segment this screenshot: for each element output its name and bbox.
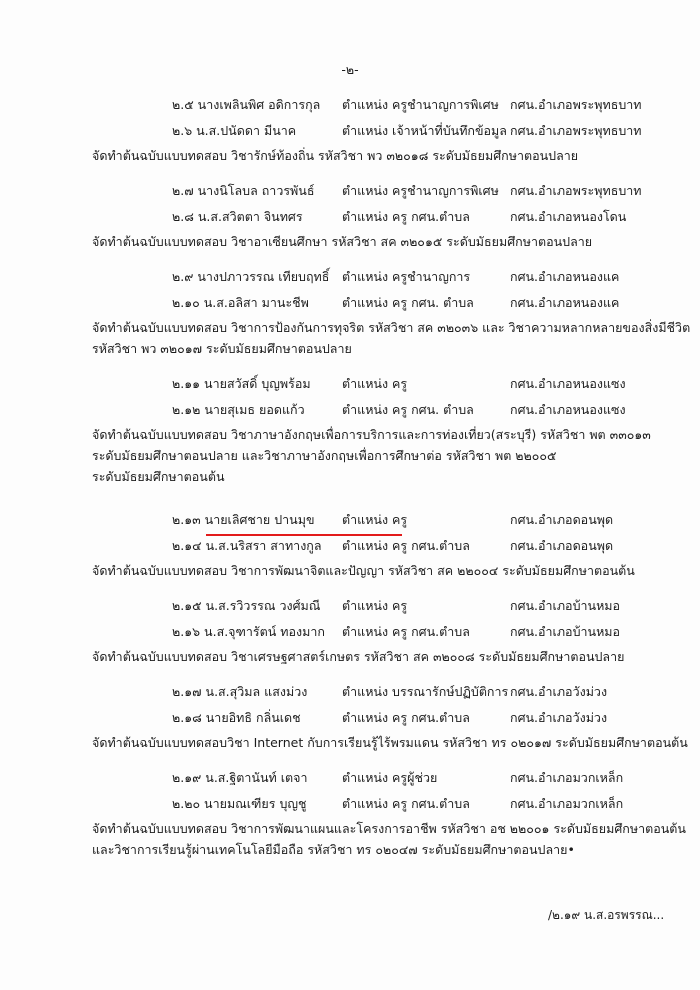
person-office: กศน.อำเภอหนองแซง [510, 402, 626, 417]
person-office: กศน.อำเภอหนองแค [510, 269, 620, 284]
person-position: ตำแหน่ง ครูชำนาญการพิเศษ [342, 183, 499, 198]
person-row [0, 182, 700, 200]
person-name: ๒.๑๙ น.ส.ฐิตานันท์ เตจา [172, 770, 308, 785]
person-office: กศน.อำเภอดอนพุด [510, 538, 614, 553]
person-office: กศน.อำเภอพระพุทธบาท [510, 123, 642, 138]
person-position: ตำแหน่ง ครู กศน.ตำบล [342, 209, 470, 224]
person-position: ตำแหน่ง ครูชำนาญการพิเศษ [342, 97, 499, 112]
person-office: กศน.อำเภอหนองแค [510, 295, 620, 310]
person-office: กศน.อำเภอบ้านหมอ [510, 598, 621, 613]
person-row [0, 769, 700, 787]
person-office: กศน.อำเภอหนองโดน [510, 209, 627, 224]
person-row [0, 122, 700, 140]
person-name: ๒.๘ น.ส.สวิตตา จินทศร [172, 209, 303, 224]
person-name: ๒.๗ นางนิโลบล ถาวรพันธ์ [172, 183, 315, 198]
person-office: กศน.อำเภอพระพุทธบาท [510, 183, 642, 198]
person-office: กศน.อำเภอบ้านหมอ [510, 624, 621, 639]
person-row [0, 268, 700, 286]
duty-line: จัดทำต้นฉบับแบบทดสอบ วิชาเศรษฐศาสตร์เกษตร รหัสวิชา สค ๓๒๐๐๘ ระดับมัธยมศึกษาตอนปลาย [92, 649, 625, 664]
duty-line: จัดทำต้นฉบับแบบทดสอบ วิชาอาเซียนศึกษา รหัสวิชา สค ๓๒๐๑๕ ระดับมัธยมศึกษาตอนปลาย [92, 234, 593, 249]
person-row [0, 795, 700, 813]
person-office: กศน.อำเภอมวกเหล็ก [510, 796, 624, 811]
person-position: ตำแหน่ง ครูชำนาญการ [342, 269, 471, 284]
duty-line: จัดทำต้นฉบับแบบทดสอบ วิชาภาษาอังกฤษเพื่อการบริการและการท่องเที่ยว(สระบุรี) รหัสวิชา พต ๓๓๐๑๓ [92, 427, 651, 442]
person-row [0, 709, 700, 727]
person-position: ตำแหน่ง บรรณารักษ์ปฏิบัติการ [342, 684, 509, 699]
person-name: ๒.๑๐ น.ส.อลิสา มานะชีพ [172, 295, 309, 310]
person-name: ๒.๑๕ น.ส.รวิวรรณ วงศ์มณี [172, 598, 321, 613]
person-row [0, 597, 700, 615]
person-position: ตำแหน่ง ครู [342, 376, 408, 391]
person-office: กศน.อำเภอวังม่วง [510, 710, 608, 725]
person-office: กศน.อำเภอวังม่วง [510, 684, 608, 699]
person-name: ๒.๕ นางเพลินพิศ อดิการกุล [172, 97, 321, 112]
person-position: ตำแหน่ง เจ้าหน้าที่บันทึกข้อมูล [342, 123, 507, 138]
duty-line: จัดทำต้นฉบับแบบทดสอบ วิชารักษ์ท้องถิ่น รหัสวิชา พว ๓๒๐๑๘ ระดับมัธยมศึกษาตอนปลาย [92, 148, 579, 163]
person-position: ตำแหน่ง ครู กศน. ตำบล [342, 402, 474, 417]
person-name: ๒.๑๗ น.ส.สุวิมล แสงม่วง [172, 684, 308, 699]
person-office: กศน.อำเภอหนองแซง [510, 376, 626, 391]
person-name: ๒.๑๘ นายอิทธิ กลิ่นเดช [172, 710, 301, 725]
person-position: ตำแหน่ง ครู กศน.ตำบล [342, 538, 470, 553]
person-position: ตำแหน่ง ครู กศน.ตำบล [342, 796, 470, 811]
person-row [0, 623, 700, 641]
duty-line: ระดับมัธยมศึกษาตอนปลาย และวิชาภาษาอังกฤษเพื่อการศึกษาต่อ รหัสวิชา พต ๒๒๐๐๕ [92, 448, 557, 463]
person-name: ๒.๙ นางปภาวรรณ เทียบฤทธิ์ [172, 269, 330, 284]
person-office: กศน.อำเภอดอนพุด [510, 512, 614, 527]
person-position: ตำแหน่ง ครู กศน.ตำบล [342, 624, 470, 639]
person-name: ๒.๑๓ นายเลิศชาย ปานมุข [172, 512, 315, 527]
person-name: ๒.๑๔ น.ส.นริสรา สาทางกูล [172, 538, 322, 553]
person-row [0, 96, 700, 114]
person-row [0, 375, 700, 393]
person-position: ตำแหน่ง ครูผู้ช่วย [342, 770, 438, 785]
footer-continuation: /๒.๑๙ น.ส.อรพรรณ... [548, 908, 665, 922]
person-row [0, 294, 700, 312]
person-position: ตำแหน่ง ครู กศน. ตำบล [342, 295, 474, 310]
person-office: กศน.อำเภอพระพุทธบาท [510, 97, 642, 112]
person-position: ตำแหน่ง ครู [342, 598, 408, 613]
duty-line: จัดทำต้นฉบับแบบทดสอบ วิชาการพัฒนาแผนและโครงการอาชีพ รหัสวิชา อช ๒๒๐๐๑ ระดับมัธยมศึกษาตอนต้น [92, 821, 686, 836]
person-row [0, 401, 700, 419]
person-row [0, 511, 700, 529]
person-name: ๒.๑๑ นายสวัสดิ์ บุญพร้อม [172, 376, 311, 391]
person-name: ๒.๑๖ น.ส.จุฑารัตน์ ทองมาก [172, 624, 325, 639]
person-row [0, 537, 700, 555]
person-name: ๒.๒๐ นายมณเฑียร บุญชู [172, 796, 307, 811]
person-row [0, 683, 700, 701]
person-position: ตำแหน่ง ครู กศน.ตำบล [342, 710, 470, 725]
person-office: กศน.อำเภอมวกเหล็ก [510, 770, 624, 785]
duty-line: รหัสวิชา พว ๓๒๐๑๗ ระดับมัธยมศึกษาตอนปลาย [92, 341, 352, 356]
red-underline-mark [206, 534, 402, 536]
duty-line: จัดทำต้นฉบับแบบทดสอบ วิชาการพัฒนาจิตและปัญญา รหัสวิชา สค ๒๒๐๐๔ ระดับมัธยมศึกษาตอนต้น [92, 563, 635, 578]
duty-line: จัดทำต้นฉบับแบบทดสอบ วิชาการป้องกันการทุจริต รหัสวิชา สค ๓๒๐๓๖ และ วิชาความหลากหลายของสิ่งมีชีวิต [92, 320, 691, 335]
duty-line: และวิชาการเรียนรู้ผ่านเทคโนโลยีมือถือ รหัสวิชา ทร ๐๒๐๔๗ ระดับมัธยมศึกษาตอนปลาย• [92, 842, 575, 857]
duty-line: จัดทำต้นฉบับแบบทดสอบวิชา Internet กับการเรียนรู้ไร้พรมแดน รหัสวิชา ทร ๐๒๐๑๗ ระดับมัธยมศึกษาตอนต้น [92, 735, 688, 750]
person-row [0, 208, 700, 226]
page-number: -๒- [341, 62, 359, 77]
person-position: ตำแหน่ง ครู [342, 512, 408, 527]
person-name: ๒.๑๒ นายสุเมธ ยอดแก้ว [172, 402, 305, 417]
duty-line: ระดับมัธยมศึกษาตอนต้น [92, 469, 225, 484]
person-name: ๒.๖ น.ส.ปนัดดา มีนาค [172, 123, 297, 138]
